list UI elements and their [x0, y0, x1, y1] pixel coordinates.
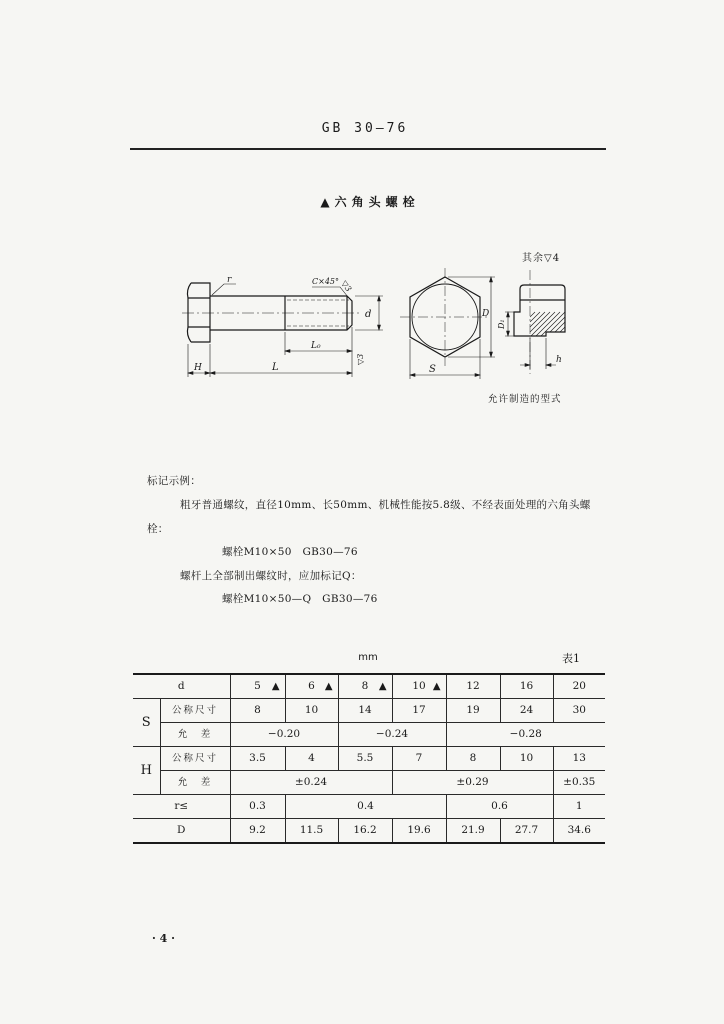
fillet-radius-row-label: r≤ — [133, 795, 230, 819]
r-cell: 0.6 — [446, 795, 553, 819]
nominal-size-label: 公称尺寸 — [160, 747, 230, 771]
page-title: ▲六角头螺栓 — [320, 195, 420, 209]
r-cell: 0.4 — [285, 795, 446, 819]
bearing-height-dimension — [520, 338, 556, 369]
d-cell: 12 — [446, 674, 500, 699]
h-nominal-cell: 5.5 — [338, 747, 392, 771]
s-tolerance-cell: −0.20 — [230, 723, 338, 747]
dimensions-table — [133, 673, 605, 844]
hex-end-view — [400, 268, 490, 366]
h-tolerance-cell: ±0.24 — [230, 771, 392, 795]
page-number: · 4 · — [152, 932, 175, 945]
across-flats-row-label: S — [133, 699, 160, 747]
s-nominal-cell: 8 — [230, 699, 285, 723]
chamfer-label: C×45° — [312, 277, 340, 286]
thread-length-label: L₀ — [311, 341, 321, 351]
table-number: 表1 — [562, 652, 580, 665]
d-cell — [338, 674, 392, 699]
section-dimensions — [505, 312, 556, 369]
bearing-diameter-label: D₁ — [497, 319, 506, 329]
across-corners-cell: 11.5 — [285, 819, 338, 844]
row-across-flats-tolerance — [133, 723, 605, 747]
r-cell: 1 — [553, 795, 605, 819]
h-nominal-cell: 10 — [500, 747, 553, 771]
d-cell: 20 — [553, 674, 605, 699]
s-tolerance-cell: −0.28 — [446, 723, 605, 747]
across-corners-cell: 19.6 — [392, 819, 446, 844]
h-nominal-cell: 7 — [392, 747, 446, 771]
h-nominal-cell: 3.5 — [230, 747, 285, 771]
row-across-flats-nominal — [133, 699, 605, 723]
across-corners-cell: 9.2 — [230, 819, 285, 844]
d-value: 6 — [308, 680, 315, 692]
row-across-corners — [133, 819, 605, 844]
end-finish-mark: ▽3 — [339, 278, 354, 294]
row-fillet-radius — [133, 795, 605, 819]
alternative-form-caption: 允许制造的型式 — [488, 394, 562, 405]
s-nominal-cell: 10 — [285, 699, 338, 723]
shank-finish-mark: ▽3 — [356, 353, 365, 365]
across-corners-cell: 21.9 — [446, 819, 500, 844]
table-unit: mm — [358, 652, 378, 663]
preferred-size-marker: ▲ — [324, 681, 333, 692]
tolerance-label: 允 差 — [160, 771, 230, 795]
across-corners-cell: 16.2 — [338, 819, 392, 844]
preferred-size-marker: ▲ — [271, 681, 280, 692]
h-nominal-cell: 8 — [446, 747, 500, 771]
standard-code-header: GB 30—76 — [321, 121, 409, 136]
h-tolerance-cell: ±0.29 — [392, 771, 553, 795]
d-cell — [230, 674, 285, 699]
s-nominal-cell: 17 — [392, 699, 446, 723]
h-tolerance-cell: ±0.35 — [553, 771, 605, 795]
h-nominal-cell: 4 — [285, 747, 338, 771]
section-outline — [514, 285, 565, 336]
d-cell — [392, 674, 446, 699]
s-nominal-cell: 19 — [446, 699, 500, 723]
d-value: 10 — [412, 680, 426, 692]
bolt-drawing — [180, 240, 580, 415]
s-nominal-cell: 14 — [338, 699, 392, 723]
head-height-label: H — [194, 363, 202, 373]
marking-example-2: 螺栓M10×50—Q GB30—76 — [222, 593, 378, 605]
d-cell — [285, 674, 338, 699]
d-value: 5 — [254, 680, 261, 692]
bearing-height-label: h — [556, 355, 562, 365]
s-nominal-cell: 30 — [553, 699, 605, 723]
h-nominal-cell: 13 — [553, 747, 605, 771]
marking-description-line-end: 栓： — [147, 523, 169, 535]
fillet-radius-label: r — [227, 275, 232, 285]
across-corners-cell: 34.6 — [553, 819, 605, 844]
marking-example-1: 螺栓M10×50 GB30—76 — [222, 546, 358, 558]
across-corners-cell: 27.7 — [500, 819, 553, 844]
r-cell: 0.3 — [230, 795, 285, 819]
header-rule — [130, 148, 606, 150]
d-cell: 16 — [500, 674, 553, 699]
s-tolerance-cell: −0.24 — [338, 723, 446, 747]
row-thread-diameter — [133, 674, 605, 699]
row-head-height-nominal — [133, 747, 605, 771]
roughness-note: 其余▽4 — [522, 253, 561, 264]
d-value: 8 — [361, 680, 369, 692]
length-dimension — [210, 327, 352, 377]
tolerance-label: 允 差 — [160, 723, 230, 747]
bearing-diameter-dimension — [505, 312, 514, 336]
thread-diameter-row-label: d — [133, 674, 230, 699]
full-thread-note: 螺杆上全部制出螺纹时，应加标记Q： — [180, 570, 362, 582]
fillet-leader — [212, 284, 236, 295]
preferred-size-marker: ▲ — [378, 681, 387, 692]
thread-diameter-label: d — [365, 309, 372, 320]
row-head-height-tolerance — [133, 771, 605, 795]
s-nominal-cell: 24 — [500, 699, 553, 723]
length-label: L — [272, 362, 279, 373]
across-corners-label: D — [482, 309, 490, 319]
across-flats-label: S — [429, 364, 436, 375]
marking-description-line: 粗牙普通螺纹，直径10mm、长50mm、机械性能按5.8级、不经表面处理的六角头螺 — [180, 499, 591, 511]
hex-center-lines — [400, 268, 490, 366]
marking-example-heading: 标记示例： — [147, 475, 201, 487]
preferred-size-marker: ▲ — [432, 681, 441, 692]
head-height-row-label: H — [133, 747, 160, 795]
bolt-side-view — [182, 283, 362, 342]
across-corners-row-label: D — [133, 819, 230, 844]
bolt-head-outline — [187, 283, 210, 342]
nominal-size-label: 公称尺寸 — [160, 699, 230, 723]
